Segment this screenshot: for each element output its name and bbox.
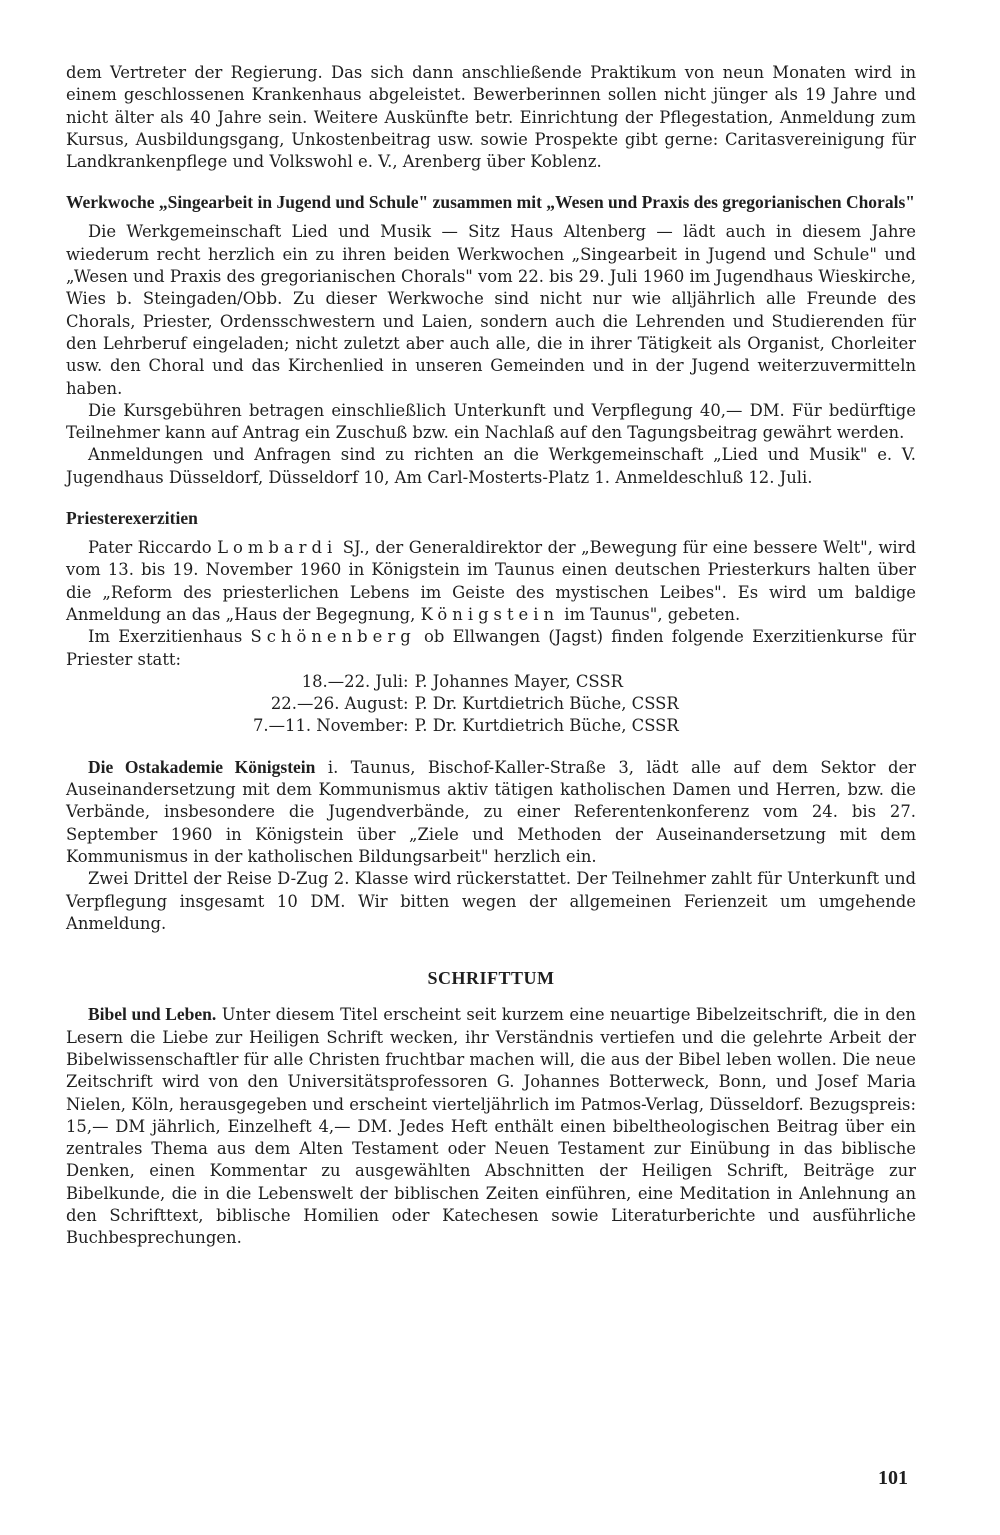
schoenenberg-place: Schönenberg	[250, 627, 416, 647]
page-body	[66, 62, 916, 1250]
schedule-leader: P. Dr. Kurtdietrich Büche, CSSR	[414, 716, 679, 736]
p1-text-b: SJ., der Generaldirektor der „Bewegung für eine bessere Welt", wird vom 13. bis 19. November 1960 in Königstein im Taunus einen deutschen Priesterkurs halten über die „Reform des priesterlichen Lebens im Geiste des mystischen Leibes". Es wird um baldige Anmeldung an das „Haus der Begegnung,	[66, 538, 917, 624]
ostakademie-text: i. Taunus, Bischof-Kaller-Straße 3, lädt alle auf dem Sektor der Auseinandersetzung mit dem Kommunismus aktiv tätigen katholischen Damen und Herren, bzw. die Verbände, insbesondere die Jugendverbände, zu einer Referentenkonferenz vom 24. bis 27. September 1960 in Königstein über „Ziele und Methoden der Auseinandersetzung mit dem Kommunismus in der katholischen Bildungsarbeit" herzlich ein.	[66, 757, 916, 866]
werkwoche-paragraph-1: Die Werkgemeinschaft Lied und Musik — Sitz Haus Altenberg — lädt auch in diesem Jahre wiederum recht herzlich ein zu ihren beiden Werkwochen „Singearbeit in Jugend und Schule" und „Wesen und Praxis des gregorianischen Chorals" vom 22. bis 29. Juli 1960 im Jugendhaus Wieskirche, Wies b. Steingaden/Obb. Zu dieser Werkwoche sind nicht nur wie alljährlich alle Freunde des Chorals, Priester, Ordensschwestern und Laien, sondern auch die Lehrenden und Studierenden für den Lehrberuf eingeladen; nicht zuletzt aber auch alle, die in ihrer Tätigkeit als Organist, Chorleiter usw. den Choral und das Kirchenlied in unseren Gemeinden und in der Jugend weiterzuvermitteln haben.	[66, 222, 916, 398]
exerzitien-schedule	[253, 671, 679, 738]
schedule-date: 22.—26. August:	[270, 694, 409, 714]
p1-text-c: im Taunus", gebeten.	[559, 604, 741, 624]
schrifttum-heading: SCHRIFTTUM	[427, 968, 555, 989]
ostakademie-paragraph-2: Zwei Drittel der Reise D-Zug 2. Klasse wird rückerstattet. Der Teilnehmer zahlt für Unterkunft und Verpflegung insgesamt 10 DM. Wir bitten wegen der allgemeinen Ferienzeit um umgehende Anmeldung.	[66, 869, 916, 933]
schedule-row	[253, 715, 679, 737]
lombardi-name: Lombardi	[217, 538, 338, 558]
koenigstein-place: Königstein	[420, 604, 560, 624]
page-number: 101	[878, 1467, 908, 1489]
priesterexerzitien-heading: Priesterexerzitien	[66, 508, 198, 529]
schedule-leader: P. Dr. Kurtdietrich Büche, CSSR	[414, 694, 679, 714]
p1-text-a: Pater Riccardo	[88, 538, 218, 558]
schedule-row	[253, 671, 679, 693]
werkwoche-paragraph-3: Anmeldungen und Anfragen sind zu richten an die Werkgemeinschaft „Lied und Musik" e. V. Jugendhaus Düsseldorf, Düsseldorf 10, Am Carl-Mosterts-Platz 1. Anmeldeschluß 12. Juli.	[66, 445, 916, 487]
schedule-date: 7.—11. November:	[253, 716, 409, 736]
schedule-date: 18.—22. Juli:	[301, 671, 409, 691]
schedule-leader: P. Johannes Mayer, CSSR	[414, 671, 623, 691]
intro-paragraph: dem Vertreter der Regierung. Das sich dann anschließende Praktikum von neun Monaten wird in einem geschlossenen Krankenhaus abgeleistet. Bewerberinnen sollen nicht jünger als 19 Jahre und nicht älter als 40 Jahre sein. Weitere Auskünfte betr. Einrichtung der Pflegestation, Anmeldung zum Kursus, Ausbildungsgang, Unkostenbeitrag usw. sowie Prospekte gibt gerne: Caritasvereinigung für Landkrankenpflege und Volkswohl e. V., Arenberg über Koblenz.	[66, 63, 916, 172]
p2-text-b: ob Ellwangen (Jagst) finden folgende Exerzitienkurse für Priester statt:	[66, 627, 916, 669]
ostakademie-lead: Die Ostakademie Königstein	[88, 756, 316, 777]
schrifttum-paragraph	[66, 1003, 916, 1249]
p2-text-a: Im Exerzitienhaus	[88, 627, 251, 647]
ostakademie-paragraph-1	[66, 756, 916, 868]
werkwoche-paragraph-2: Die Kursgebühren betragen einschließlich Unterkunft und Verpflegung 40,— DM. Für bedürftige Teilnehmer kann auf Antrag ein Zuschuß bzw. ein Nachlaß auf den Tagungsbeitrag gewährt werden.	[66, 400, 916, 443]
schrifttum-text: Unter diesem Titel erscheint seit kurzem eine neuartige Bibelzeitschrift, die in den Lesern die Liebe zur Heiligen Schrift wecken, ihr Verständnis vertiefen und die gelehrte Arbeit der Bibelwissenschaftler für alle Christen fruchtbar machen will, die aus der Bibel leben wollen. Die neue Zeitschrift wird von den Universitätsprofessoren G. Johannes Botterweck, Bonn, und Josef Maria Nielen, Köln, herausgegeben und erscheint vierteljährlich im Patmos-Verlag, Düsseldorf. Bezugspreis: 15,— DM jährlich, Einzelheft 4,— DM. Jedes Heft enthält einen bibeltheologischen Beitrag über ein zentrales Thema aus dem Alten Testament oder Neuen Testament zur Einübung in das biblische Denken, einen Kommentar zu ausgewählten Abschnitten der Heiligen Schrift, Beiträge zur Bibelkunde, die in die Lebenswelt der biblischen Zeiten einführen, eine Meditation in Anlehnung an den Schrifttext, biblische Homilien oder Katechesen sowie Literaturberichte und ausführliche Buchbesprechungen.	[66, 1005, 916, 1248]
schedule-row	[253, 693, 679, 715]
bibel-und-leben-lead: Bibel und Leben.	[88, 1004, 217, 1025]
priesterexerzitien-paragraph-2	[66, 626, 916, 671]
priesterexerzitien-paragraph-1	[66, 537, 916, 626]
werkwoche-heading: Werkwoche „Singearbeit in Jugend und Schule" zusammen mit „Wesen und Praxis des gregorianischen Chorals"	[66, 192, 915, 213]
